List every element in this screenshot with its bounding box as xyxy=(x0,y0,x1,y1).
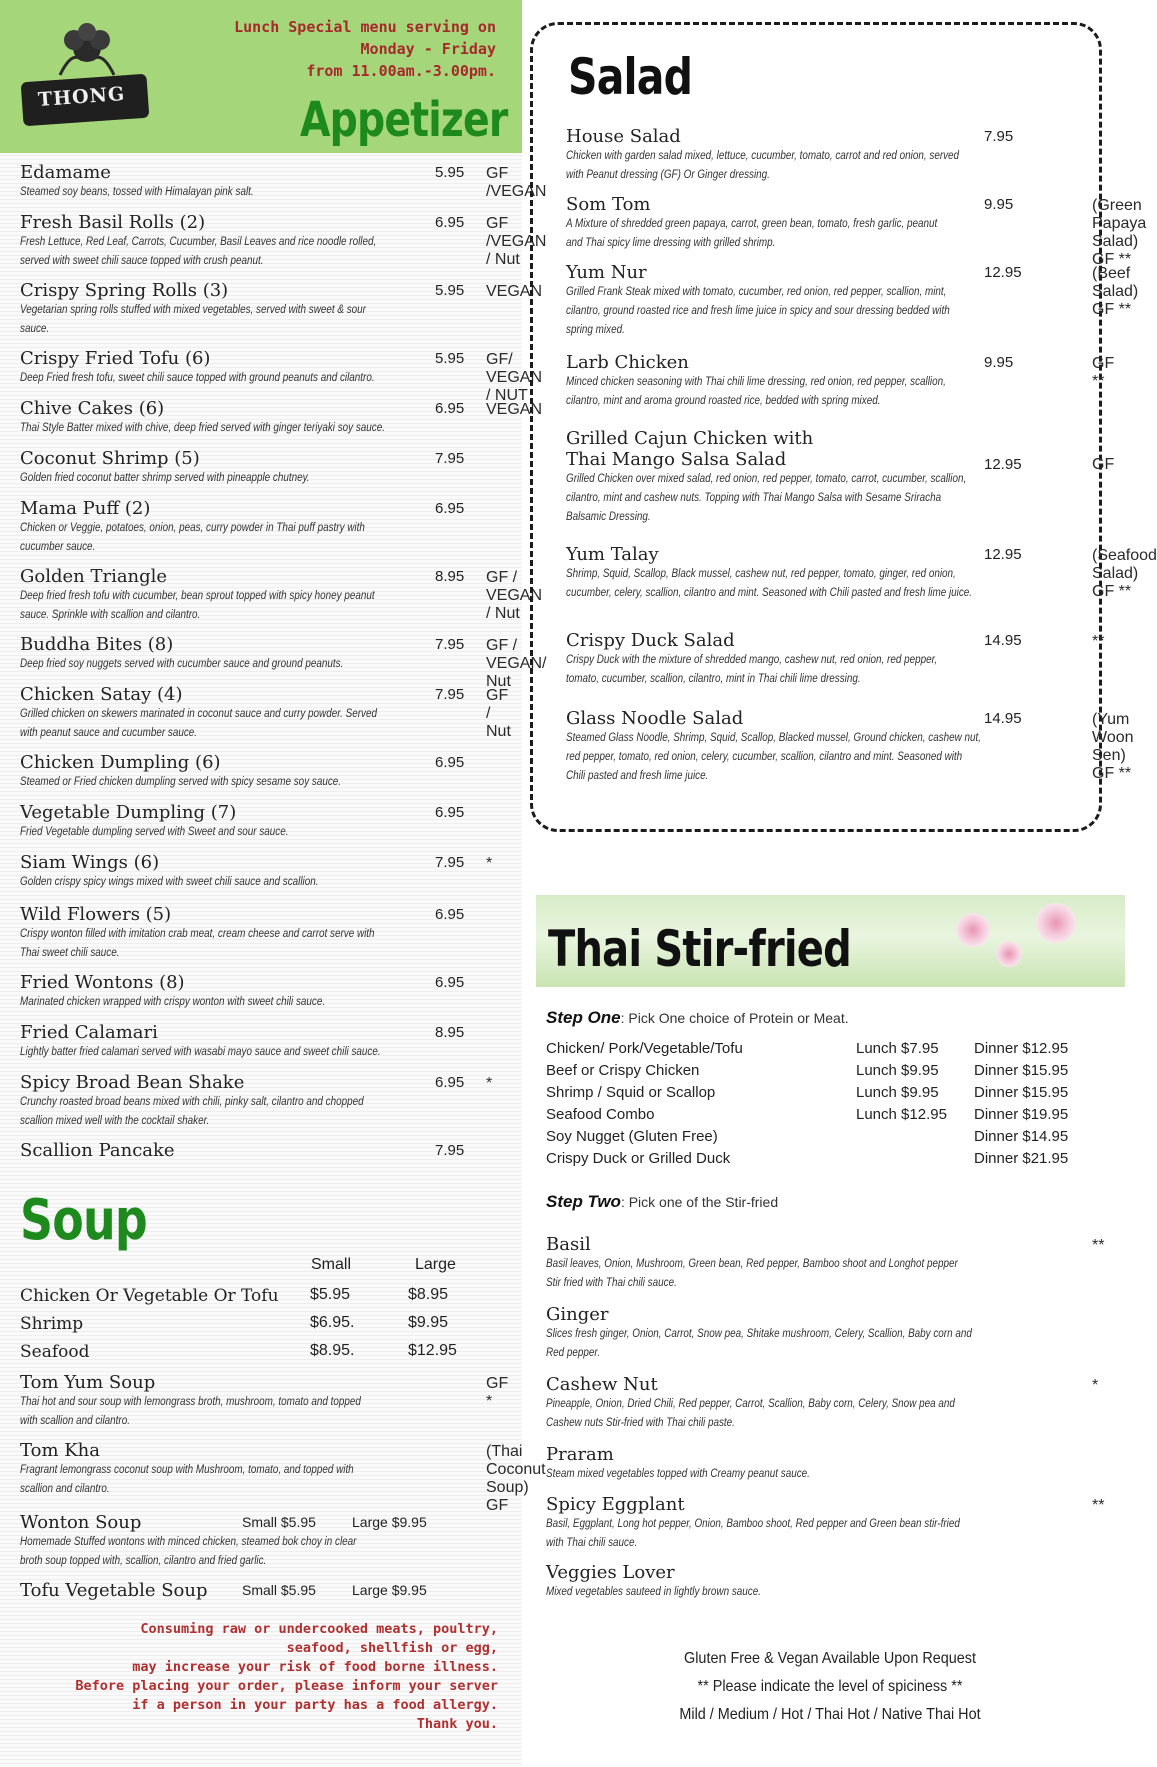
flower-logo-icon xyxy=(52,20,122,80)
lunch-price: Lunch $9.95 xyxy=(856,1062,939,1079)
stirfry-title: Thai Stir-fried xyxy=(548,920,851,978)
item-description: Chicken or Veggie, potatoes, onion, peas, curry powder in Thai puff pastry with xyxy=(20,522,365,534)
item-price: 14.95 xyxy=(984,710,1022,727)
item-name: Basil xyxy=(546,1234,591,1255)
item-name: Mama Puff (2) xyxy=(20,498,151,519)
item-price: 6.95 xyxy=(435,804,465,821)
step-two-label: Step Two xyxy=(546,1192,621,1211)
item-description: Shrimp, Squid, Scallop, Black mussel, cashew nut, red pepper, tomato, ginger, red onion, xyxy=(566,568,956,580)
item-description: Grilled Frank Steak mixed with tomato, cucumber, red onion, red pepper, scallion, mint, xyxy=(566,286,947,298)
salad-title: Salad xyxy=(568,48,693,106)
large-price: Large $9.95 xyxy=(352,1582,427,1598)
item-description: Thai hot and sour soup with lemongrass broth, mushroom, tomato and topped xyxy=(20,1396,361,1408)
item-price: 7.95 xyxy=(435,854,465,871)
step-one xyxy=(546,1008,849,1028)
item-description: Crunchy roasted broad beans mixed with chili, pinky salt, cilantro and chopped xyxy=(20,1096,364,1108)
protein-row xyxy=(546,1040,1086,1057)
item-tags: GF/ VEGAN / NUT xyxy=(486,351,543,404)
item-description: A Mixture of shredded green papaya, carrot, green bean, tomato, fresh garlic, peanut xyxy=(566,218,938,230)
soup-name: Shrimp xyxy=(20,1314,84,1334)
restaurant-logo xyxy=(22,20,148,125)
item-price: 6.95 xyxy=(435,400,465,417)
item-tags: (Beef Salad) GF ** xyxy=(1092,265,1139,318)
item-description: scallion mixed well with the cocktail shaker. xyxy=(20,1115,210,1127)
item-description: Steamed soy beans, tossed with Himalayan pink salt. xyxy=(20,186,254,198)
item-price: 14.95 xyxy=(984,632,1022,649)
item-tags: GF ** xyxy=(1092,355,1115,390)
lunch-note-line: Monday - Friday xyxy=(360,40,496,58)
small-price: Small $5.95 xyxy=(242,1582,316,1598)
soup-item xyxy=(20,1372,509,1431)
appetizer-item xyxy=(20,904,480,963)
soup-large-price: $9.95 xyxy=(408,1314,449,1331)
item-tags: VEGAN xyxy=(486,283,543,300)
item-name: Edamame xyxy=(20,162,111,183)
disclaimer-line: Before placing your order, please inform your server xyxy=(75,1678,498,1694)
item-price: 12.95 xyxy=(984,264,1022,281)
item-name: House Salad xyxy=(566,126,681,147)
item-description: with peanut sauce and cucumber sauce. xyxy=(20,727,198,739)
item-description: Steamed or Fried chicken dumpling served with spicy sesame soy sauce. xyxy=(20,776,342,788)
soup-price-row xyxy=(20,1342,470,1362)
dinner-price: Dinner $19.95 xyxy=(974,1106,1069,1123)
large-price: Large $9.95 xyxy=(352,1514,427,1530)
item-tags: * xyxy=(486,1075,493,1092)
protein-row xyxy=(546,1084,1086,1101)
logo-text: THONG xyxy=(37,82,126,112)
item-description: Thai Style Batter mixed with chive, deep fried served with ginger teriyaki soy sauce. xyxy=(20,422,386,434)
item-price: 8.95 xyxy=(435,1024,465,1041)
item-description: Chili pasted and fresh lime juice. xyxy=(566,770,709,782)
spice-levels: Mild / Medium / Hot / Thai Hot / Native Thai Hot xyxy=(679,1706,981,1723)
item-description: Homemade Stuffed wontons with minced chicken, steamed bok choy in clear xyxy=(20,1536,357,1548)
item-tags: (Seafood Salad) GF ** xyxy=(1092,547,1157,600)
item-description: Balsamic Dressing. xyxy=(566,511,651,523)
item-name: Wonton Soup xyxy=(20,1512,142,1533)
item-description: cilantro, ground roasted rice and fresh lime juice in spicy and sour dressing bedded with xyxy=(566,305,950,317)
item-description: Thai sweet chili sauce. xyxy=(20,947,120,959)
soup-price-row xyxy=(20,1314,470,1334)
item-price: 5.95 xyxy=(435,282,465,299)
item-description: Fresh Lettuce, Red Leaf, Carrots, Cucumber, Basil Leaves and rice noodle rolled, xyxy=(20,236,377,248)
disclaimer-line: Thank you. xyxy=(416,1716,498,1732)
disclaimer-line: seafood, shellfish or egg, xyxy=(286,1640,498,1656)
item-description: Fried Vegetable dumpling served with Sweet and sour sauce. xyxy=(20,826,289,838)
item-tags: GF * xyxy=(486,1375,509,1410)
stirfry-item xyxy=(546,1374,1099,1433)
step-one-label: Step One xyxy=(546,1008,621,1027)
appetizer-item xyxy=(20,398,543,438)
footer-notes xyxy=(587,1645,1073,1729)
soup-col-small: Small xyxy=(311,1256,352,1273)
step-two-text: : Pick one of the Stir-fried xyxy=(620,1194,779,1210)
item-price: 12.95 xyxy=(984,546,1022,563)
step-one-text: : Pick One choice of Protein or Meat. xyxy=(620,1010,849,1026)
protein-row xyxy=(546,1062,1086,1079)
item-description: and Thai spicy lime dressing with grilled shrimp. xyxy=(566,237,776,249)
item-price: 6.95 xyxy=(435,500,465,517)
item-name: Spicy Broad Bean Shake xyxy=(20,1072,245,1093)
stirfry-item xyxy=(546,1444,1086,1484)
header-banner xyxy=(0,0,522,153)
lunch-price: Lunch $7.95 xyxy=(856,1040,939,1057)
item-description: Marinated chicken wrapped with crispy wonton with sweet chili sauce. xyxy=(20,996,326,1008)
appetizer-item xyxy=(20,1072,493,1131)
item-name: Scallion Pancake xyxy=(20,1140,175,1161)
lunch-price: Lunch $9.95 xyxy=(856,1084,939,1101)
disclaimer-line: Consuming raw or undercooked meats, poultry, xyxy=(140,1621,498,1637)
appetizer-item xyxy=(20,280,543,339)
item-tags: * xyxy=(486,855,493,872)
item-tags: GF / Nut xyxy=(486,687,511,740)
item-description: Grilled chicken on skewers marinated in coconut sauce and curry powder. Served xyxy=(20,708,377,720)
item-name: Yum Nur xyxy=(566,262,647,283)
item-tags: * xyxy=(1092,1377,1099,1394)
item-description: Vegetarian spring rolls stuffed with mixed vegetables, served with sweet & sour xyxy=(20,304,366,316)
item-price: 5.95 xyxy=(435,164,465,181)
item-name: Veggies Lover xyxy=(546,1562,675,1583)
item-name: Glass Noodle Salad xyxy=(566,708,744,729)
item-name: Fresh Basil Rolls (2) xyxy=(20,212,206,233)
item-description: sauce. Sprinkle with scallion and cilantro. xyxy=(20,609,201,621)
orchid-icon xyxy=(1036,903,1076,943)
disclaimer-line: if a person in your party has a food allergy. xyxy=(132,1697,498,1713)
salad-item xyxy=(566,352,1115,411)
item-price: 6.95 xyxy=(435,974,465,991)
item-name: Cashew Nut xyxy=(546,1374,658,1395)
item-description: Grilled Chicken over mixed salad, red onion, red pepper, tomato, carrot, cucumber, scallion, xyxy=(566,473,967,485)
soup-large-price: $8.95 xyxy=(408,1286,449,1303)
item-price: 7.95 xyxy=(435,450,465,467)
item-name: Spicy Eggplant xyxy=(546,1494,685,1515)
item-name: Tofu Vegetable Soup xyxy=(20,1580,208,1601)
dinner-price: Dinner $15.95 xyxy=(974,1062,1069,1079)
item-description: tomato, cucumber, scallion, cilantro, mint in Thai chili lime dressing. xyxy=(566,673,861,685)
item-name: Chicken Dumpling (6) xyxy=(20,752,221,773)
item-tags: VEGAN xyxy=(486,401,543,418)
protein-name: Crispy Duck or Grilled Duck xyxy=(546,1150,731,1167)
salad-item xyxy=(566,194,1147,268)
item-name: Chive Cakes (6) xyxy=(20,398,165,419)
appetizer-item xyxy=(20,972,480,1012)
soup-col-large: Large xyxy=(415,1256,456,1273)
item-description: Deep fried soy nuggets served with cucumber sauce and ground peanuts. xyxy=(20,658,344,670)
item-description: Deep Fried fresh tofu, sweet chili sauce topped with ground peanuts and cilantro. xyxy=(20,372,375,384)
lunch-price: Lunch $12.95 xyxy=(856,1106,947,1123)
appetizer-item xyxy=(20,684,511,743)
item-name: Grilled Cajun Chicken with xyxy=(566,428,814,449)
soup-item xyxy=(20,1512,480,1571)
soup-large-price: $12.95 xyxy=(408,1342,457,1359)
item-tags: ** xyxy=(1092,1237,1105,1254)
item-name-line2: Thai Mango Salsa Salad xyxy=(566,449,787,470)
item-price: 8.95 xyxy=(435,568,465,585)
item-description: cucumber, celery, scallion, cilantro and mint. Seasoned with Chili pasted and fresh lime juice. xyxy=(566,587,973,599)
protein-name: Soy Nugget (Gluten Free) xyxy=(546,1128,718,1145)
item-name: Coconut Shrimp (5) xyxy=(20,448,200,469)
salad-item xyxy=(566,708,1134,786)
item-name: Vegetable Dumpling (7) xyxy=(20,802,237,823)
dinner-price: Dinner $21.95 xyxy=(974,1150,1069,1167)
stirfry-item xyxy=(546,1304,1086,1363)
dinner-price: Dinner $15.95 xyxy=(974,1084,1069,1101)
item-description: cilantro, mint and cashew nuts. Topping with Thai Mango Salsa with Sesame Sriracha xyxy=(566,492,942,504)
item-name: Larb Chicken xyxy=(566,352,689,373)
item-price: 7.95 xyxy=(435,1142,465,1159)
item-description: with Peanut dressing (GF) Or Ginger dressing. xyxy=(566,169,770,181)
item-tags: GF xyxy=(1092,456,1115,473)
item-name: Chicken Satay (4) xyxy=(20,684,183,705)
soup-item xyxy=(20,1580,480,1601)
soup-name: Chicken Or Vegetable Or Tofu xyxy=(20,1286,279,1306)
appetizer-item xyxy=(20,752,480,792)
protein-row xyxy=(546,1106,1086,1123)
food-safety-disclaimer xyxy=(28,1620,498,1734)
item-name: Som Tom xyxy=(566,194,651,215)
item-description: Slices fresh ginger, Onion, Carrot, Snow pea, Shitake mushroom, Celery, Scallion, Baby corn and xyxy=(546,1328,972,1340)
item-description: Pineapple, Onion, Dried Chili, Red pepper, Carrot, Scallion, Baby corn, Celery, Snow pea and xyxy=(546,1398,955,1410)
item-description: Red pepper. xyxy=(546,1347,601,1359)
stirfry-item xyxy=(546,1494,1105,1553)
item-description: Stir fried with Thai chili sauce. xyxy=(546,1277,677,1289)
appetizer-item xyxy=(20,1022,480,1062)
item-price: 7.95 xyxy=(435,636,465,653)
lunch-special-note xyxy=(166,16,496,82)
item-tags: GF / VEGAN/ Nut xyxy=(486,637,547,690)
item-description: with scallion and cilantro. xyxy=(20,1415,130,1427)
item-name: Crispy Spring Rolls (3) xyxy=(20,280,229,301)
item-description: sauce. xyxy=(20,323,50,335)
step-two xyxy=(546,1192,778,1212)
orchid-icon xyxy=(956,913,990,947)
item-description: broth soup topped with, scallion, cilantro and fried garlic. xyxy=(20,1555,267,1567)
item-price: 7.95 xyxy=(984,128,1014,145)
item-price: 12.95 xyxy=(984,456,1022,473)
soup-name: Seafood xyxy=(20,1342,90,1362)
disclaimer-line: may increase your risk of food borne illness. xyxy=(132,1659,498,1675)
item-description: with Thai chili sauce. xyxy=(546,1537,638,1549)
item-price: 9.95 xyxy=(984,354,1014,371)
item-description: served with sweet chili sauce topped with crush peanut. xyxy=(20,255,264,267)
item-description: Chicken with garden salad mixed, lettuce, cucumber, tomato, carrot and red onion, served xyxy=(566,150,960,162)
salad-item xyxy=(566,126,1086,185)
item-tags: (Yum Woon Sen) GF ** xyxy=(1092,711,1134,782)
salad-item xyxy=(566,428,1115,527)
item-description: Crispy Duck with the mixture of shredded mango, cashew nut, red onion, red pepper, xyxy=(566,654,938,666)
item-description: Deep fried fresh tofu with cucumber, bean sprout topped with spicy honey peanut xyxy=(20,590,375,602)
appetizer-item xyxy=(20,162,547,202)
appetizer-item xyxy=(20,1140,480,1161)
item-name: Ginger xyxy=(546,1304,609,1325)
item-price: 5.95 xyxy=(435,350,465,367)
item-price: 6.95 xyxy=(435,1074,465,1091)
item-tags: (Thai Coconut Soup) GF xyxy=(486,1443,546,1514)
appetizer-title: Appetizer xyxy=(300,92,508,148)
soup-small-price: $5.95 xyxy=(310,1286,351,1303)
item-name: Fried Wontons (8) xyxy=(20,972,185,993)
item-price: 9.95 xyxy=(984,196,1014,213)
item-description: red pepper, tomato, red onion, celery, cucumber, scallion, cilantro and mint. Seasoned with xyxy=(566,751,963,763)
item-description: spring mixed. xyxy=(566,324,625,336)
protein-name: Chicken/ Pork/Vegetable/Tofu xyxy=(546,1040,743,1057)
lunch-note-line: Lunch Special menu serving on xyxy=(234,18,496,36)
protein-name: Seafood Combo xyxy=(546,1106,655,1123)
item-description: Lightly batter fried calamari served with wasabi mayo sauce and sweet chili sauce. xyxy=(20,1046,381,1058)
small-price: Small $5.95 xyxy=(242,1514,316,1530)
protein-name: Beef or Crispy Chicken xyxy=(546,1062,700,1079)
item-name: Tom Kha xyxy=(20,1440,101,1461)
spice-note: ** Please indicate the level of spiciness ** xyxy=(697,1678,963,1695)
appetizer-item xyxy=(20,212,547,271)
item-price: 7.95 xyxy=(435,686,465,703)
lunch-note-line: from 11.00am.-3.00pm. xyxy=(306,62,496,80)
item-name: Crispy Duck Salad xyxy=(566,630,735,651)
appetizer-item xyxy=(20,348,543,404)
appetizer-item xyxy=(20,802,480,842)
item-tags: GF / VEGAN / Nut xyxy=(486,569,543,622)
item-tags: GF /VEGAN / Nut xyxy=(486,215,547,268)
soup-title: Soup xyxy=(20,1188,147,1253)
salad-item xyxy=(566,544,1157,603)
item-description: cilantro, mint and aroma ground roasted rice, bedded with spring mixed. xyxy=(566,395,881,407)
protein-name: Shrimp / Squid or Scallop xyxy=(546,1084,716,1101)
item-price: 6.95 xyxy=(435,754,465,771)
appetizer-item xyxy=(20,852,493,892)
salad-item xyxy=(566,262,1139,340)
item-name: Crispy Fried Tofu (6) xyxy=(20,348,211,369)
item-description: Cashew nuts Stir-fried with Thai chili paste. xyxy=(546,1417,735,1429)
soup-small-price: $8.95. xyxy=(310,1342,355,1359)
item-tags: GF /VEGAN xyxy=(486,165,547,200)
item-description: Basil leaves, Onion, Mushroom, Green bean, Red pepper, Bamboo shoot and Longhot pepper xyxy=(546,1258,958,1270)
soup-price-row xyxy=(20,1286,470,1306)
item-name: Praram xyxy=(546,1444,614,1465)
item-description: scallion and cilantro. xyxy=(20,1483,110,1495)
appetizer-item xyxy=(20,566,543,625)
item-description: Crispy wonton filled with imitation crab meat, cream cheese and carrot serve with xyxy=(20,928,375,940)
dinner-price: Dinner $14.95 xyxy=(974,1128,1069,1145)
soup-item xyxy=(20,1440,546,1514)
item-description: Golden fried coconut batter shrimp served with pineapple chutney. xyxy=(20,472,310,484)
item-name: Fried Calamari xyxy=(20,1022,158,1043)
item-tags: (Green Papaya Salad) GF ** xyxy=(1092,197,1147,268)
item-name: Wild Flowers (5) xyxy=(20,904,172,925)
item-price: 6.95 xyxy=(435,214,465,231)
item-description: Basil, Eggplant, Long hot pepper, Onion, Bamboo shoot, Red pepper and Green bean stir-fried xyxy=(546,1518,960,1530)
item-name: Tom Yum Soup xyxy=(20,1372,156,1393)
item-description: Minced chicken seasoning with Thai chili lime dressing, red onion, red pepper, scallion, xyxy=(566,376,946,388)
appetizer-item xyxy=(20,634,547,690)
orchid-icon xyxy=(996,941,1022,967)
stirfry-item xyxy=(546,1562,1086,1602)
salad-item xyxy=(566,630,1105,689)
protein-row xyxy=(546,1128,1086,1145)
appetizer-item xyxy=(20,498,480,557)
item-description: Steamed Glass Noodle, Shrimp, Squid, Scallop, Blacked mussel, Ground chicken, cashew nut, xyxy=(566,732,982,744)
item-description: Golden crispy spicy wings mixed with sweet chili sauce and scallion. xyxy=(20,876,319,888)
item-description: cucumber sauce. xyxy=(20,541,96,553)
dinner-price: Dinner $12.95 xyxy=(974,1040,1069,1057)
item-price: 6.95 xyxy=(435,906,465,923)
item-name: Buddha Bites (8) xyxy=(20,634,174,655)
item-tags: ** xyxy=(1092,1497,1105,1514)
soup-small-price: $6.95. xyxy=(310,1314,355,1331)
item-description: Mixed vegetables sauteed in lightly brown sauce. xyxy=(546,1586,761,1598)
protein-row xyxy=(546,1150,1086,1167)
item-description: Steam mixed vegetables topped with Creamy peanut sauce. xyxy=(546,1468,810,1480)
left-column xyxy=(0,0,547,1767)
item-name: Golden Triangle xyxy=(20,566,168,587)
stirfry-item xyxy=(546,1234,1105,1293)
item-name: Yum Talay xyxy=(566,544,659,565)
appetizer-item xyxy=(20,448,480,488)
dietary-note: Gluten Free & Vegan Available Upon Request xyxy=(684,1650,976,1667)
item-name: Siam Wings (6) xyxy=(20,852,160,873)
item-tags: ** xyxy=(1092,633,1105,650)
item-description: Fragrant lemongrass coconut soup with Mushroom, tomato, and topped with xyxy=(20,1464,354,1476)
